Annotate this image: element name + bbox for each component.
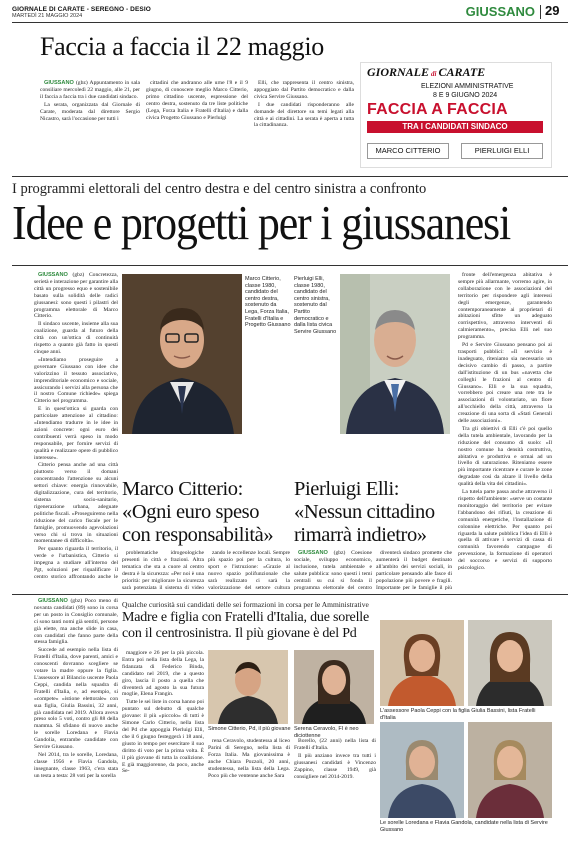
elli-photo	[340, 274, 450, 434]
main-kicker: I programmi elettorali del centro destra e del centro sinistra a confronto	[12, 181, 427, 197]
simone-caption: Simone Citterio, Pd, il più giovane	[208, 726, 291, 732]
citterio-name: Marco Citterio:	[122, 478, 243, 500]
citterio-caption: Marco Citterio, classe 1980, candidato del centro destra, sostenuto da Lega, Forza Italia, Fratelli d'Italia e Progetto Giussano	[245, 276, 291, 329]
top-byline: GIUSSANO	[44, 80, 74, 86]
serena-photo	[294, 650, 374, 724]
promo-box	[360, 62, 552, 168]
loredana-portrait	[380, 722, 464, 818]
top-col-3: Elli, che rappresenta il centro sinistra, appoggiato dal Partito democratico e dalla civica Servire Giussano. I due candidati risponderanno alle domande del direttore su temi legati alla città e ai cittadini. La serata è aperta a tutta la cittadinanza.	[254, 80, 354, 129]
elli-col-a: GIUSSANO (gbz) Coesione sociale, sviluppo economico, inclusione, tutela ambientale e salute pubblica: sono questi i temi centrali su cui si fonda il programma elettorale del centro	[294, 550, 372, 590]
ceppi-photo	[380, 620, 464, 706]
bassini-photo	[468, 620, 552, 706]
ceppi-portrait	[380, 620, 464, 706]
flavia-portrait	[468, 722, 552, 818]
bottom-headline-line2: con il centrosinistra. Il più giovane è del Pd	[122, 626, 357, 641]
masthead-left	[12, 6, 312, 19]
citterio-portrait	[122, 274, 242, 434]
elli-name: Pierluigi Elli:	[294, 478, 400, 500]
paper-name: GIORNALE DI CARATE - SEREGNO - DESIO	[12, 6, 151, 13]
main-headline: Idee e progetti per i giussanesi	[12, 196, 510, 250]
serena-portrait	[294, 650, 374, 724]
page-number: 29	[545, 3, 560, 18]
top-headline: Faccia a faccia il 22 maggio	[40, 32, 324, 61]
section-rule-3	[12, 594, 568, 595]
citterio-col-b: zando le eccellenze locali. Sempre più spazio poi per la cultura, lo sport e l'istruzione: «Grazie al nuovo spazio polifunzionale che sarà realizzato ci sarà la valorizzazione del settore cultura	[208, 550, 290, 590]
citterio-photo	[122, 274, 242, 434]
elli-quote-line1: «Nessun cittadino	[294, 501, 435, 523]
section-rule-1	[12, 176, 568, 177]
bottom-col-4: Borello, (22 anni) nella lista di Fratelli d'Italia. Il più anziano invece tra tutti i giussanesi candidati è Vincenzo Zappino, classe 1949, già consigliere nel 2014-2019.	[294, 738, 376, 780]
promo-strap: TRA I CANDIDATI SINDACO	[367, 121, 543, 133]
promo-banner: FACCIA A FACCIA	[367, 101, 508, 118]
ceppi-caption: L'assessore Paola Ceppi con la figlia Giulia Bassini, lista Fratelli d'Italia	[380, 708, 536, 721]
bottom-col-1: GIUSSANO (gbz) Poco meno di novanta candidati (89) sono in corsa per un posto in Consiglio comunale, ci sono tanti nomi già sentiti, persone già elette, ma anche slide in casa, con candidati che fanno parte della stessa famiglia. Succede ad esempio nella lista di Fratelli d'Italia, dove parenti, amici e conoscenti dovranno scegliere se votare la madre oppure la figlia. L'assessore al Bilancio uscente Paola Ceppi, candida nella squadra di Fratelli d'Italia, e, ad esempio, si «compete» «istione elettorale» con sua figlia, Giulia Bassini, 32 anni, già candidata nel 2019. Allora aveva preso solo 5 voti, contro gli 88 della mamma. Si sfidano di nuovo anche le sorelle Loredana e Flavia Gandolia, entrambe candidate con Servire Giussano. Nel 2014, tra le sorelle, Loredana, classe 1956 e Flavia Gandola, insegnante, classe 1963, c'era stata un testa a testa: 28 voti per la sorella	[34, 598, 118, 779]
bassini-portrait	[468, 620, 552, 706]
top-col-1: GIUSSANO (gbz) Appuntamento in sala consiliare mercoledì 22 maggio, alle 21, per il faccia a faccia tra i due candidati sindaco. La serata, organizzata dal Giornale di Carate, moderata dal direttore Sergio Nicastro, sarà l'occasione per tutti i	[40, 80, 140, 122]
citterio-text-col: GIUSSANO (gbz) Concretezza, serietà e interazione per garantire alla città un progresso equo e sostenibile basato sulla solidità delle radici giussanesi: sono questi i pilastri del programma elettorale di Marco Citterio. Il sindaco uscente, insieme alla sua coalizione, guarda al futuro della città con un'ottica di continuità rispetto a quanto già fatto in questi cinque anni. «Intendiamo proseguire a governare Giussano con idee che valorizzino il tessuto associativo, imprenditoriale economico e sociale, assicurando i servizi alla persona che il nostro Comune richiede» spiega Citterio nel programma. E in quest'ottica si guarda con particolare attenzione al cittadino: «Intendiamo tradurre in le idee in azioni concrete: ogni euro dei contribuenti verrà speso in modo responsabile, per fornire servizi di qualità e realizzare opere di pubblico interesse». Citterio pensa anche ad una città piuttosto verso il domani concentrando l'attenzione su alcuni settori chiave: energia rinnovabile, digitalizzazione, cura del territorio, sistema socio-sanitario, rigenerazione urbana, adeguate politiche fiscali. «Proseguiremo nella riduzione del carico fiscale per le famiglie, promuovendo agevolazioni verso chi si trova in situazioni momentanee di difficoltà». Per quanto riguarda il territorio, il verde e l'urbanistica, Citterio si impegna a studiare all'interno del Pgt, soluzioni per riqualificare il centro storico affrontando anche le	[34, 272, 118, 580]
loredana-photo	[380, 722, 464, 818]
simone-photo	[208, 650, 288, 724]
serena-caption: Serena Ceravolo, FI è neo diciottenne	[294, 726, 359, 739]
promo-dates: 8 E 9 GIUGNO 2024	[433, 92, 498, 99]
promo-candidate-right: PIERLUIGI ELLI	[461, 143, 543, 159]
bottom-headline	[122, 610, 422, 642]
elli-quote-line2: rimarrà indietro»	[294, 524, 427, 546]
top-col-2: cittadini che andranno alle urne l'8 e il 9 giugno, di conoscere meglio Marco Citterio, primo cittadino uscente, espressione del centro destra, sostenuto da tre liste politiche (Lega, Forza Italia e Fratelli d'Italia) e dalla civica Progetto Giussano e Pierluigi	[146, 80, 248, 121]
citterio-quote-line2: con responsabilità»	[122, 524, 274, 546]
elli-portrait	[340, 274, 450, 434]
elli-caption: Pierluigi Elli, classe 1980, candidato del centro sinistra, sostenuto dal Partito democratico e dalla lista civica Servire Giussano	[294, 276, 337, 335]
bottom-col-2: maggiore e 26 per la più piccola. Entra poi nella lista della Lega, la fidanzata di Federico Binda, candidato nel 2019, che a questo giro, lascia il posto a quella che diventerà ad agosto la sua futura moglie, Elena Frangin. Tutte le sei liste in corsa hanno poi puntato sul debutto di qualche giovane: il più «piccolo» di tutti è Simone Carlo Citterio, nella lista del Pd che appoggia Pierluigi Elli, che il 6 giugno festeggerà i 18 anni, giusto in tempo per esercitare il suo diritto di voto per la prima volta. È il più giovane di tutta la coalizione. E già maggiorenne, da poco, anche Se-	[122, 650, 204, 775]
sorelle-caption: Le sorelle Loredana e Flavia Gandola, candidate nella lista di Servire Giussano	[380, 820, 548, 833]
simone-portrait	[208, 650, 288, 724]
citterio-quote	[122, 478, 292, 547]
promo-subtitle: ELEZIONI AMMINISTRATIVE	[421, 83, 514, 90]
bottom-col-3: rena Ceravolo, studentessa al liceo Parini di Seregno, nella lista di Forza Italia. Ma giovanissima è anche Chiara Pozzoli, 20 anni, studentessa, nella lista della Lega. Poco più che ventenne anche Sara	[208, 738, 290, 779]
flavia-photo	[468, 722, 552, 818]
section-rule-2	[12, 265, 568, 266]
elli-quote	[294, 478, 454, 547]
bottom-kicker: Qualche curiosità sui candidati delle sei formazioni in corsa per le Amministrative	[122, 600, 369, 609]
elli-col-b: diventerà sindaco promette che aumenterà il budget destinato all'ambito dei servizi sociali, in particolare pensando alle fasce di popolazione più povere e fragili. Importante per le famiglie il più	[376, 550, 452, 590]
header-rule	[12, 22, 568, 23]
promo-brand: GIORNALE di CARATE	[367, 65, 486, 79]
town-label: GIUSSANO	[465, 4, 535, 19]
bottom-headline-line1: Madre e figlia con Fratelli d'Italia, due sorelle	[122, 610, 369, 625]
citterio-col-a: problematiche idrogeologiche presenti in città e frazioni. Altra tematica che sta a cuore al centro destra è la sicurezza: «Per noi è una priorità: per migliorare la sicurezza sarà potenziata il sistema di video	[122, 550, 204, 590]
citterio-quote-line1: «Ogni euro speso	[122, 501, 260, 523]
elli-text-col: fronte dell'emergenza abitativa è sempre più allarmante, vorremo agire, in collaborazione con le associazioni del territorio per rispondere agli interessi degli emergenze, garantendo contemporaneamente ai proprietari di abitazioni sfitte un adeguato corrispettivo, attraverso interventi di calmieramento», precisa Elli nel suo programma. Pd e Servire Giussano pensano poi ai trasporti pubblici: «Il servizio è inadeguato, riteniamo sia necessario un decisivo cambio di passo, a partire dall'istituzione di un bus «navetta che colleghi le frazioni al centro di Giussano». Elli e la sua squadra, vorrebbero poi creare una rete tra le associazioni di volontariato, un fiore all'occhiello della città, attraverso la creazione di una sorta di «Stati Generali delle associazioni». Tra gli obiettivi di Elli c'è poi quello della tutela ambientale, lavorando per la riduzione del consumo di suolo: «Il nostro comune ha densità costruttiva, abitativa e produttiva e ormai ad un livello di saturazione. Riteniamo essere più importante ricentrare e curare le zone degradate così da alzare il livello della qualità della vita dei cittadini». La tutela parte passa anche attraverso il rispetto dell'ambiente: «serve un costante monitoraggio del territorio per evitare l'abbandono dei rifiuti, la creazione di comunità energetiche, l'installazione di colonnine elettriche. Per quanto poi riguarda la salute pubblica l'idea di Elli è quella di attivare i servizi di cassa di comunità favorendo campagne di prevenzione, la formazione di operatori del soccorso e servizi di supporto psicologico.	[458, 272, 552, 572]
issue-date: MARTEDÌ 21 MAGGIO 2024	[12, 13, 83, 19]
promo-candidate-left: MARCO CITTERIO	[367, 143, 449, 159]
header-divider	[540, 5, 541, 19]
